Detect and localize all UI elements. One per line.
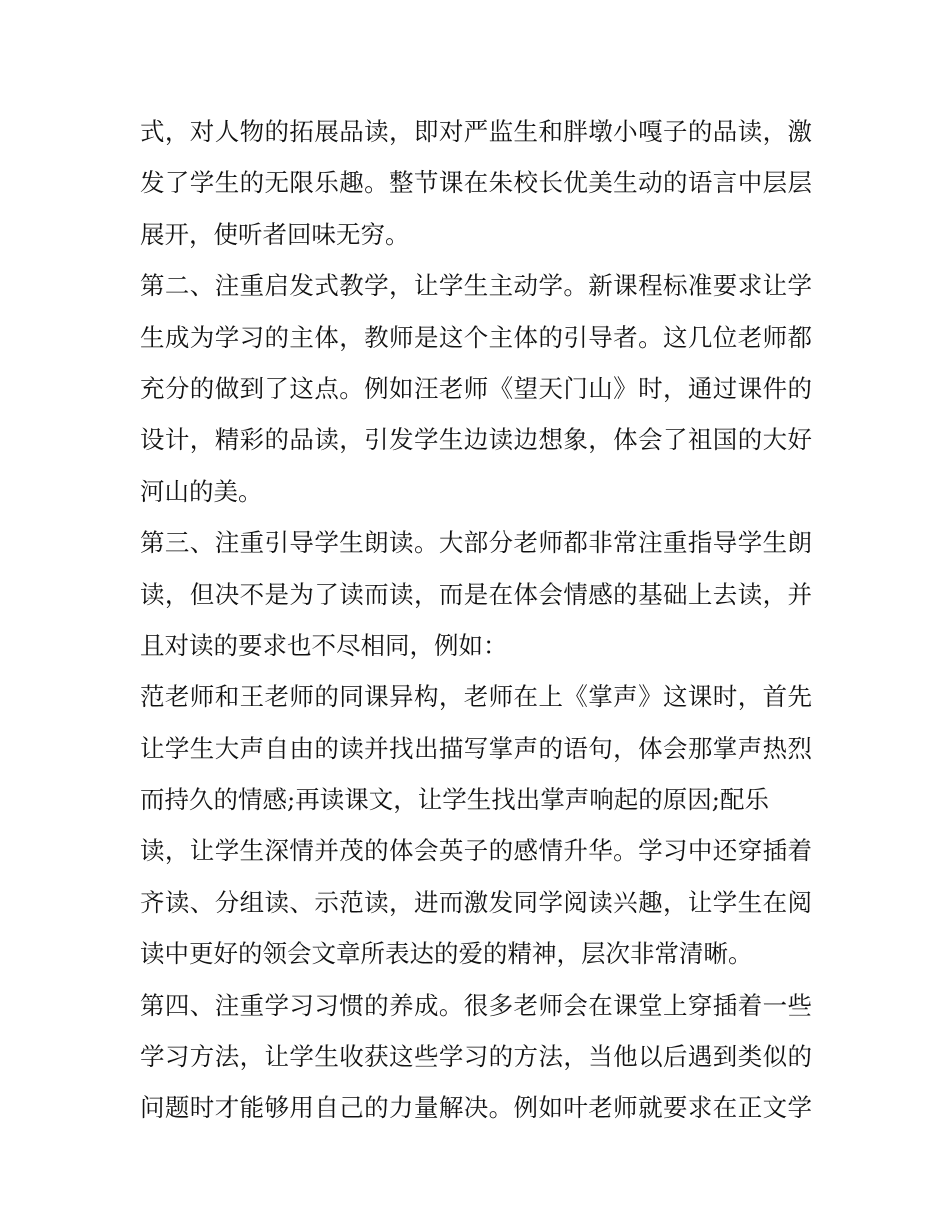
text-line: 读，让学生深情并茂的体会英子的感情升华。学习中还穿插着 bbox=[140, 836, 812, 866]
text-line: 第三、注重引导学生朗读。大部分老师都非常注重指导学生朗 bbox=[140, 528, 812, 558]
text-line: 河山的美。 bbox=[140, 476, 263, 506]
text-line: 而持久的情感;再读课文，让学生找出掌声响起的原因;配乐 bbox=[140, 785, 770, 815]
text-line: 第四、注重学习习惯的养成。很多老师会在课堂上穿插着一些 bbox=[140, 990, 812, 1020]
text-line: 充分的做到了这点。例如汪老师《望天门山》时，通过课件的 bbox=[140, 373, 812, 403]
text-line: 学习方法，让学生收获这些学习的方法，当他以后遇到类似的 bbox=[140, 1042, 812, 1072]
text-line: 范老师和王老师的同课异构，老师在上《掌声》这课时，首先 bbox=[140, 682, 812, 712]
document-body bbox=[140, 106, 812, 1134]
paragraph-heuristic-teaching bbox=[140, 260, 812, 517]
paragraph-study-habits bbox=[140, 980, 812, 1134]
text-line: 生成为学习的主体，教师是这个主体的引导者。这几位老师都 bbox=[140, 322, 812, 352]
paragraph-applause-lesson bbox=[140, 671, 812, 979]
text-line: 读中更好的领会文章所表达的爱的精神，层次非常清晰。 bbox=[140, 939, 753, 969]
paragraph-guided-reading bbox=[140, 517, 812, 671]
text-line: 发了学生的无限乐趣。整节课在朱校长优美生动的语言中层层 bbox=[140, 168, 812, 198]
paragraph-character-analysis bbox=[140, 106, 812, 260]
text-line: 让学生大声自由的读并找出描写掌声的语句，体会那掌声热烈 bbox=[140, 733, 812, 763]
text-line: 第二、注重启发式教学，让学生主动学。新课程标准要求让学 bbox=[140, 271, 812, 301]
text-line: 齐读、分组读、示范读，进而激发同学阅读兴趣，让学生在阅 bbox=[140, 887, 812, 917]
text-line: 读，但决不是为了读而读，而是在体会情感的基础上去读，并 bbox=[140, 579, 812, 609]
text-line: 且对读的要求也不尽相同，例如： bbox=[140, 630, 508, 660]
text-line: 式，对人物的拓展品读，即对严监生和胖墩小嘎子的品读，激 bbox=[140, 117, 812, 146]
text-line: 设计，精彩的品读，引发学生边读边想象，体会了祖国的大好 bbox=[140, 425, 812, 455]
text-line: 展开，使听者回味无穷。 bbox=[140, 219, 410, 249]
text-line: 问题时才能够用自己的力量解决。例如叶老师就要求在正文学 bbox=[140, 1093, 812, 1123]
